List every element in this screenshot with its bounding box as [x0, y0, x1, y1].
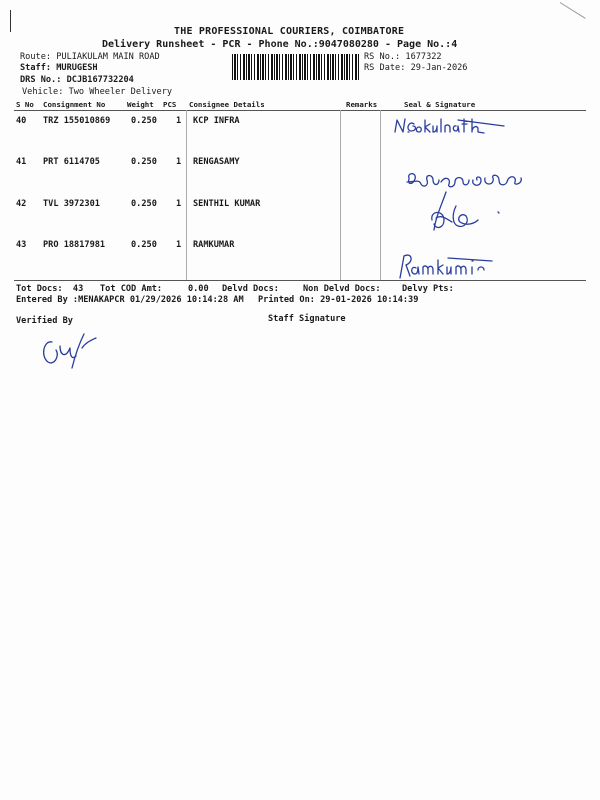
row-weight: 0.250	[131, 157, 157, 167]
verified-by-label: Verified By	[16, 316, 73, 326]
row-pcs: 1	[176, 116, 182, 126]
delivered-docs: Delvd Docs:	[222, 284, 279, 294]
row-consignment: TRZ 155010869	[43, 116, 111, 126]
col-header-consignment: Consignment No	[43, 100, 106, 109]
scan-mark-right	[560, 2, 586, 19]
column-divider	[186, 110, 187, 280]
rs-number: RS No.: 1677322	[364, 52, 442, 62]
col-header-weight: Weight	[127, 100, 154, 109]
row-consignee: RAMKUMAR	[193, 240, 235, 250]
staff: Staff: MURUGESH	[20, 63, 98, 73]
column-divider	[380, 110, 381, 280]
column-divider	[340, 110, 341, 280]
delivery-points: Delvy Pts:	[402, 284, 454, 294]
row-sno: 43	[16, 240, 27, 250]
vehicle: Vehicle: Two Wheeler Delivery	[22, 87, 173, 97]
total-cod-amount: Tot COD Amt: 0.00	[100, 284, 209, 294]
non-delivered-docs: Non Delvd Docs:	[303, 284, 381, 294]
drs-value: DCJB167732204	[66, 75, 134, 85]
row-signature	[405, 170, 535, 192]
row-sno: 42	[16, 199, 27, 209]
row-consignment: PRO 18817981	[43, 240, 106, 250]
staff-signature-label: Staff Signature	[268, 314, 346, 324]
row-sno: 40	[16, 116, 27, 126]
route: Route: PULIAKULAM MAIN ROAD	[20, 52, 160, 62]
drs-number	[20, 75, 134, 85]
company-title: THE PROFESSIONAL COURIERS, COIMBATORE	[174, 26, 405, 37]
row-signature	[396, 252, 506, 282]
col-header-signature: Seal & Signature	[404, 100, 476, 109]
row-signature	[392, 116, 512, 138]
col-header-pcs: PCS	[163, 100, 177, 109]
row-signature	[426, 190, 506, 234]
scan-mark-left	[10, 10, 11, 32]
row-pcs: 1	[176, 240, 182, 250]
drs-label: DRS No.:	[20, 75, 62, 85]
row-pcs: 1	[176, 157, 182, 167]
col-header-sno: S No	[16, 100, 34, 109]
row-consignee: KCP INFRA	[193, 116, 240, 126]
runsheet-subtitle: Delivery Runsheet - PCR - Phone No.:9047080280 - Page No.:4	[102, 39, 458, 50]
row-consignee: RENGASAMY	[193, 157, 240, 167]
verifier-signature	[38, 326, 108, 372]
col-header-consignee: Consignee Details	[189, 100, 265, 109]
total-docs: Tot Docs: 43	[16, 284, 84, 294]
rs-date: RS Date: 29-Jan-2026	[364, 63, 468, 73]
printed-on: Printed On: 29-01-2026 10:14:39	[258, 295, 419, 305]
entered-by: Entered By :MENAKAPCR 01/29/2026 10:14:28 AM	[16, 295, 244, 305]
row-sno: 41	[16, 157, 27, 167]
row-consignee: SENTHIL KUMAR	[193, 199, 261, 209]
row-consignment: PRT 6114705	[43, 157, 100, 167]
table-top-rule	[14, 110, 586, 111]
row-pcs: 1	[176, 199, 182, 209]
row-weight: 0.250	[131, 199, 157, 209]
barcode	[232, 54, 360, 80]
row-weight: 0.250	[131, 240, 157, 250]
row-consignment: TVL 3972301	[43, 199, 100, 209]
table-bottom-rule	[14, 280, 586, 281]
row-weight: 0.250	[131, 116, 157, 126]
col-header-remarks: Remarks	[346, 100, 378, 109]
